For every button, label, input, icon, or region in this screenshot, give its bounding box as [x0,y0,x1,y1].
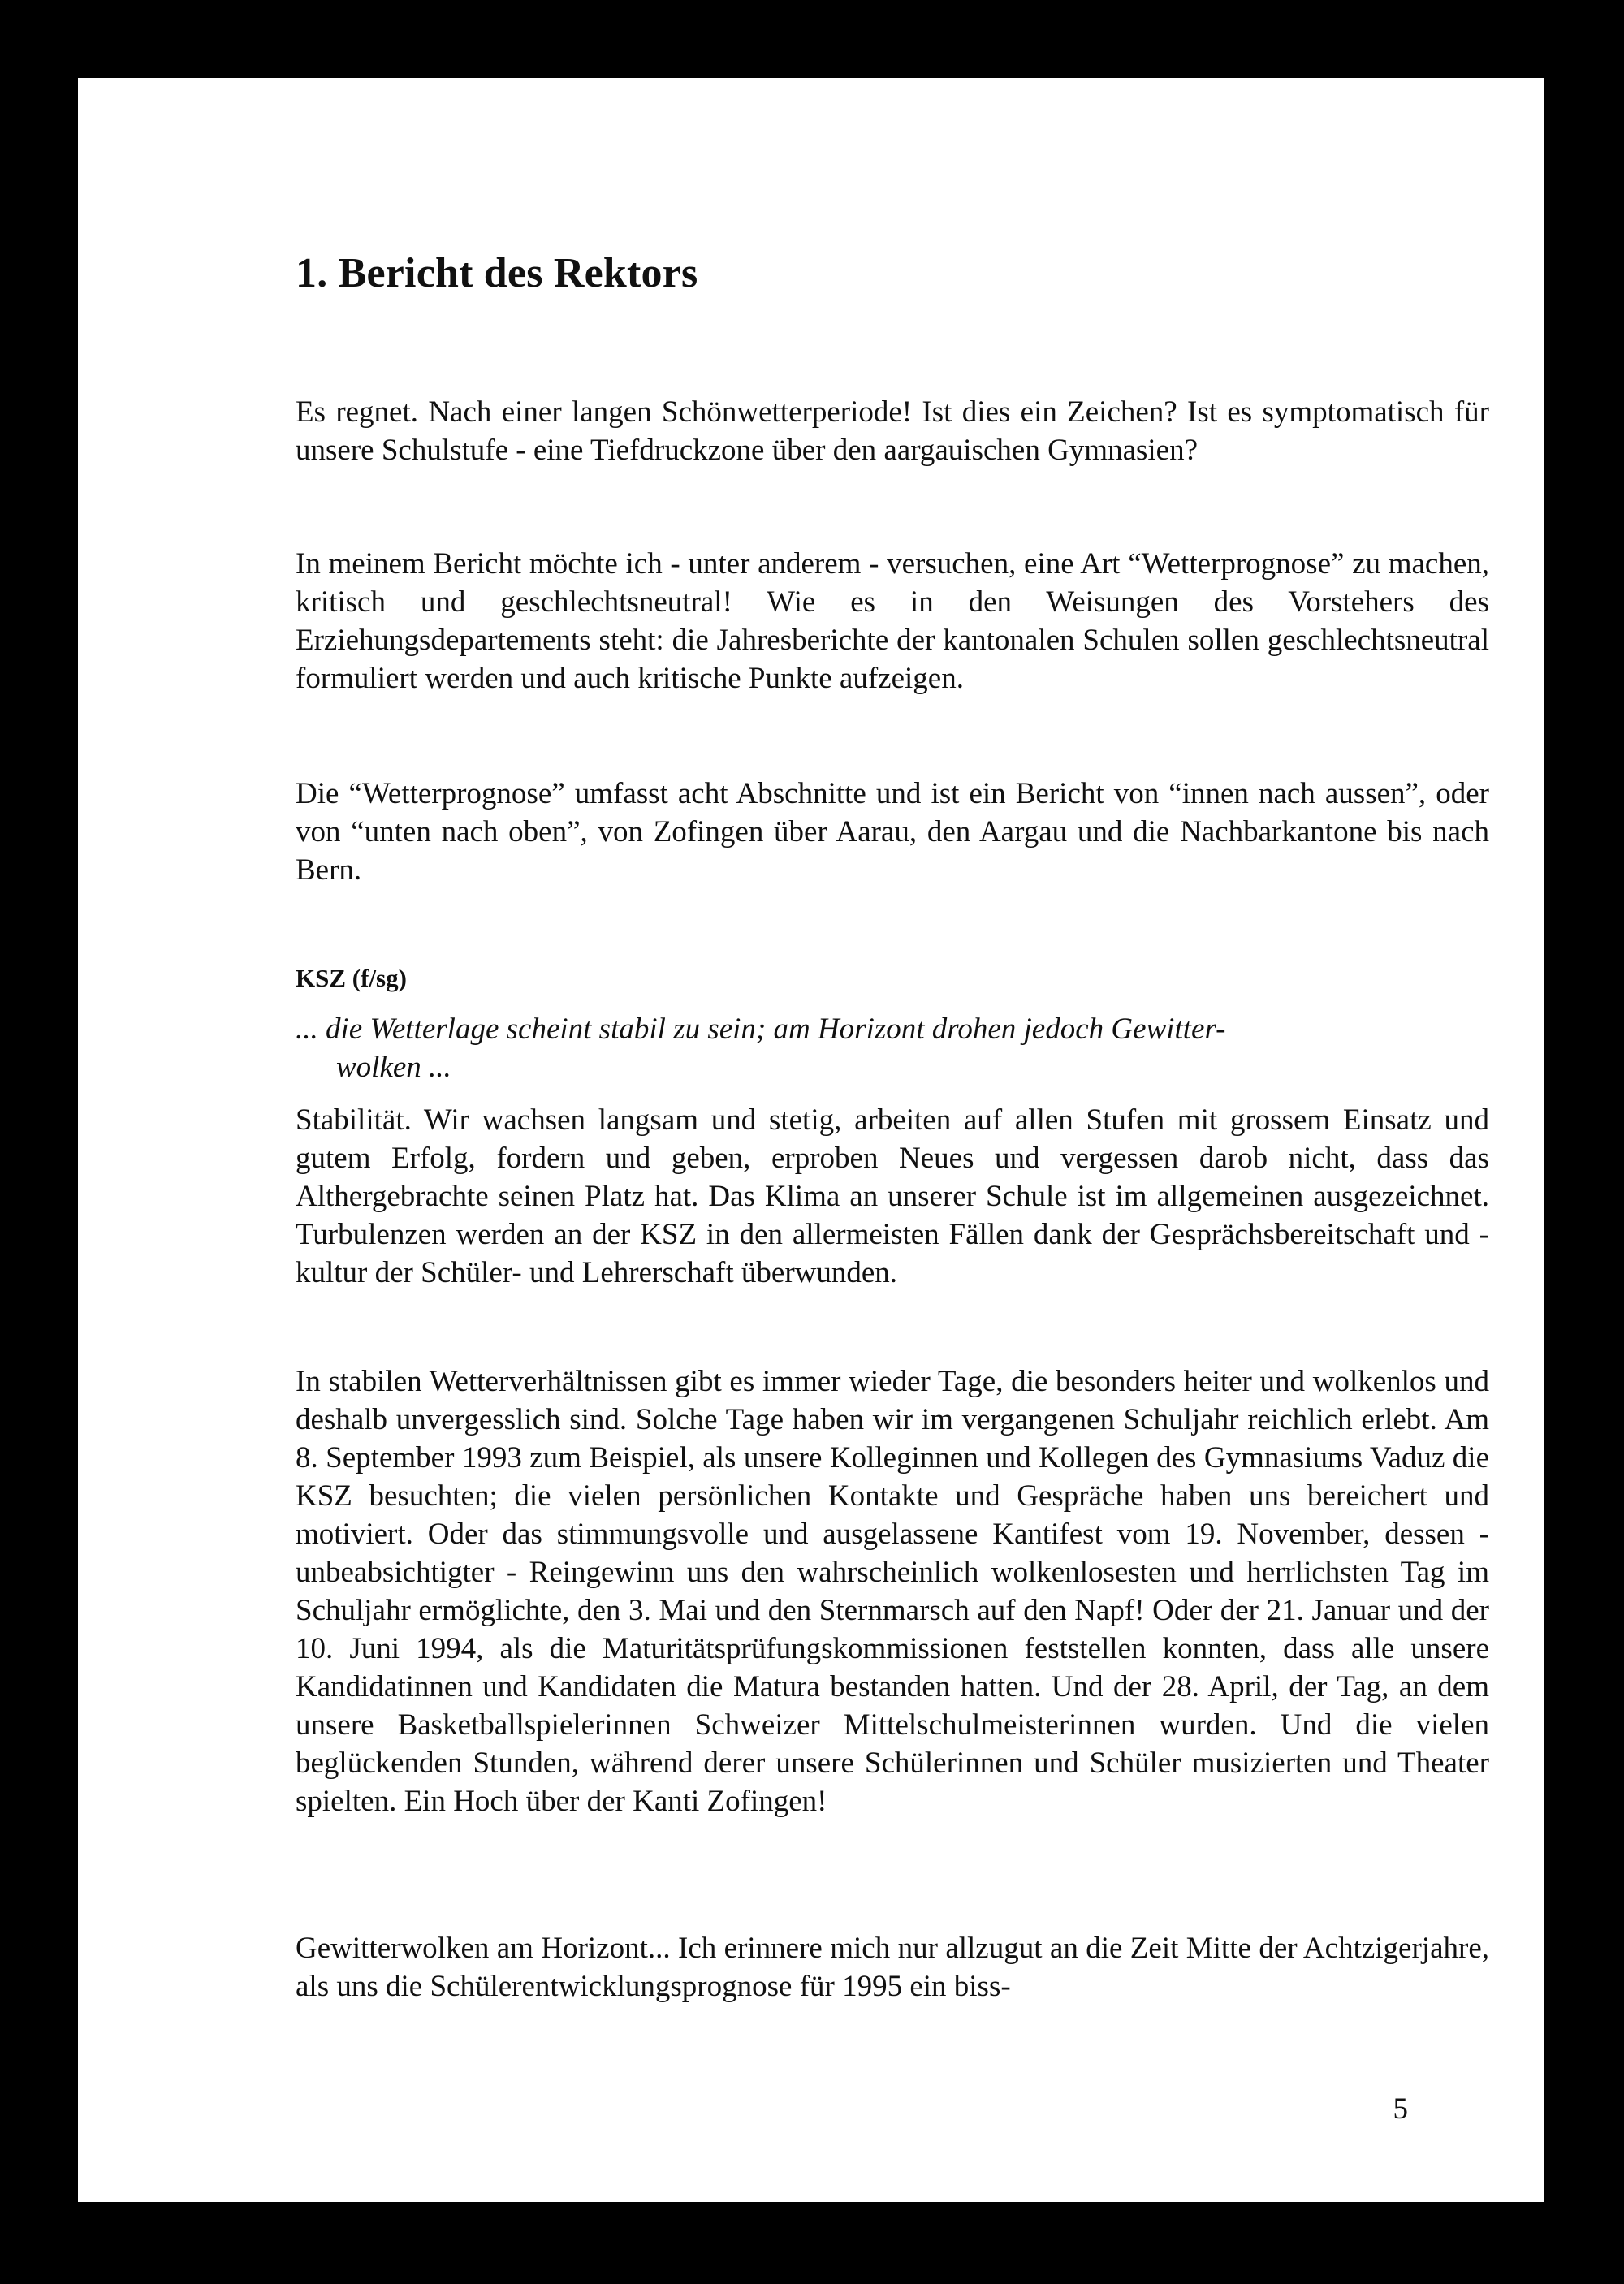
document-page [78,78,1544,2202]
section-paragraph-1: Stabilität. Wir wachsen langsam und stetig, arbeiten auf allen Stufen mit grossem Einsatz und gutem Erfolg, fordern und geben, erproben Neues und vergessen darob nicht, dass das Althergebrachte seinen Platz hat. Das Klima an unserer Schule ist im allgemeinen ausgezeichnet. Turbulenzen werden an der KSZ in den allermeisten Fällen dank der Gesprächsbereitschaft und -kultur der Schüler- und Lehrerschaft überwunden. [296,1103,1489,1289]
section-subtitle-line1: ... die Wetterlage scheint stabil zu sein; am Horizont drohen jedoch Gewitter- [296,1012,1226,1046]
intro-paragraph-2: In meinem Bericht möchte ich - unter anderem - versuchen, eine Art “Wetterprognose” zu machen, kritisch und geschlechtsneutral! Wie es in den Weisungen des Vorstehers des Erziehungsdepartements steht: die Jahresberichte der kantonalen Schulen sollen geschlechtsneutral formuliert werden und auch kritische Punkte aufzeigen. [296,547,1489,695]
page-number: 5 [1393,2092,1408,2126]
intro-paragraph-1: Es regnet. Nach einer langen Schönwetterperiode! Ist dies ein Zeichen? Ist es symptomatisch für unsere Schulstufe - eine Tiefdruckzone über den aargauischen Gymnasien? [296,395,1489,467]
page-title: 1. Bericht des Rektors [296,250,698,296]
section-subtitle [296,1010,1489,1086]
section-paragraph-2: In stabilen Wetterverhältnissen gibt es immer wieder Tage, die besonders heiter und wolkenlos und deshalb unvergesslich sind. Solche Tage haben wir im vergangenen Schuljahr reichlich erlebt. Am 8. September 1993 zum Beispiel, als unsere Kolleginnen und Kollegen des Gymnasiums Vaduz die KSZ besuchten; die vielen persönlichen Kontakte und Gespräche haben uns bereichert und motiviert. Oder das stimmungsvolle und ausgelassene Kantifest vom 19. November, dessen - unbeabsichtigter - Reingewinn uns den wahrscheinlich wolkenlosesten und herrlichsten Tag im Schuljahr ermöglichte, den 3. Mai und den Sternmarsch auf den Napf! Oder der 21. Januar und der 10. Juni 1994, als die Maturitätsprüfungskommissionen feststellen konnten, dass alle unsere Kandidatinnen und Kandidaten die Matura bestanden hatten. Und der 28. April, der Tag, an dem unsere Basketballspielerinnen Schweizer Mittelschulmeisterinnen wurden. Und die vielen beglückenden Stunden, während derer unsere Schülerinnen und Schüler musizierten und Theater spielten. Ein Hoch über der Kanti Zofingen! [296,1365,1489,1818]
section-paragraph-3: Gewitterwolken am Horizont... Ich erinnere mich nur allzugut an die Zeit Mitte der Achtzigerjahre, als uns die Schülerentwicklungsprognose für 1995 ein biss- [296,1932,1489,2003]
intro-paragraph-3: Die “Wetterprognose” umfasst acht Abschnitte und ist ein Bericht von “innen nach aussen”, oder von “unten nach oben”, von Zofingen über Aarau, den Aargau und die Nachbarkantone bis nach Bern. [296,777,1489,887]
section-label: KSZ (f/sg) [296,964,407,992]
section-subtitle-line2: wolken ... [336,1051,451,1084]
